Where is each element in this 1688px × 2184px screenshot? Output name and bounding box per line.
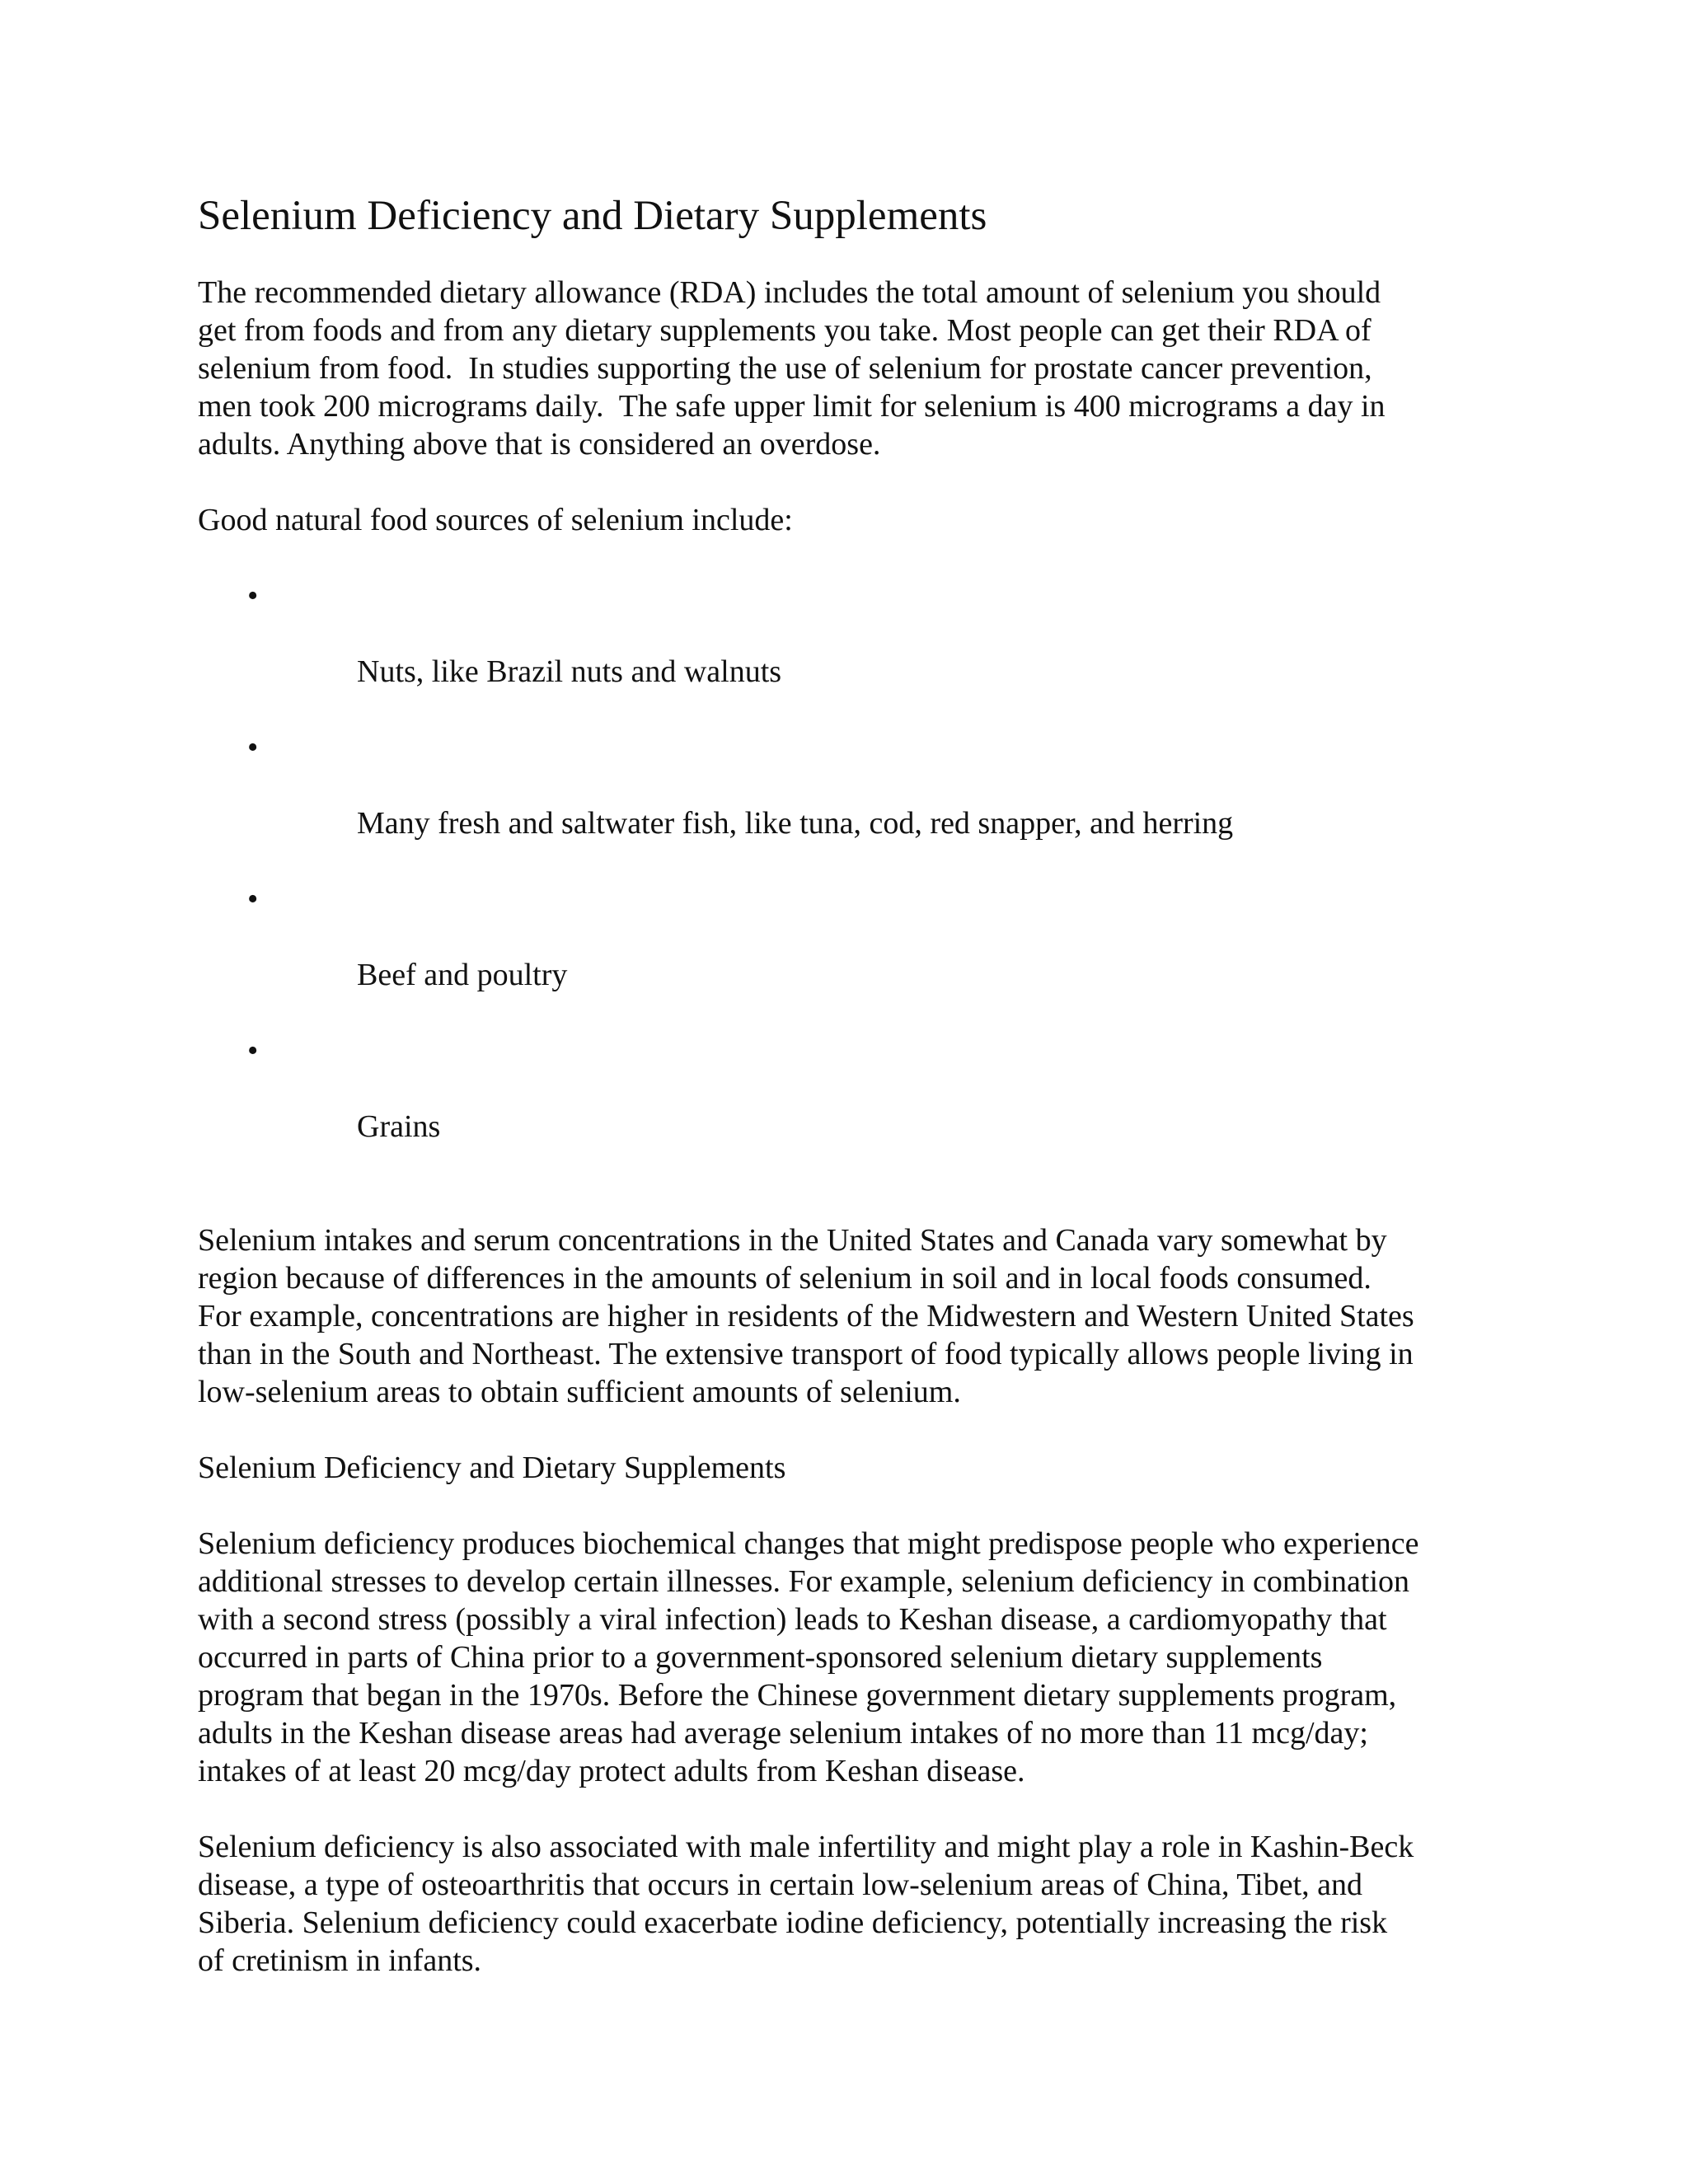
document-body (198, 191, 1517, 2018)
text-line: than in the South and Northeast. The extensive transport of food typically allows people living in (198, 1337, 1414, 1371)
text-line: Selenium deficiency is also associated with male infertility and might play a role in Kashin-Beck (198, 1830, 1414, 1864)
text-line: get from foods and from any dietary supplements you take. Most people can get their RDA of (198, 313, 1372, 348)
text-line: For example, concentrations are higher in residents of the Midwestern and Western United States (198, 1299, 1414, 1333)
text-line: of cretinism in infants. (198, 1943, 482, 1978)
paragraph-food-sources-intro (198, 501, 1517, 539)
text-line: program that began in the 1970s. Before the Chinese government dietary supplements program, (198, 1678, 1397, 1713)
text-line: Selenium deficiency produces biochemical changes that might predispose people who experience (198, 1526, 1419, 1561)
list-item-text: Nuts, like Brazil nuts and walnuts (357, 654, 782, 689)
text-line: Good natural food sources of selenium include: (198, 503, 793, 537)
list-item (198, 577, 1517, 729)
list-item (198, 729, 1517, 880)
text-line: intakes of at least 20 mcg/day protect adults from Keshan disease. (198, 1754, 1025, 1788)
bullet-icon: • (247, 730, 259, 765)
text-line: disease, a type of osteoarthritis that occurs in certain low-selenium areas of China, Tibet, and (198, 1868, 1363, 1902)
text-line: low-selenium areas to obtain sufficient amounts of selenium. (198, 1375, 961, 1409)
text-line: adults. Anything above that is considered an overdose. (198, 427, 881, 462)
list-item (198, 880, 1517, 1032)
paragraph-rda (198, 274, 1517, 463)
text-line: Selenium Deficiency and Dietary Supplements (198, 1451, 786, 1485)
food-sources-list (198, 577, 1517, 1183)
text-line: Siberia. Selenium deficiency could exacerbate iodine deficiency, potentially increasing the risk (198, 1905, 1388, 1940)
text-line: with a second stress (possibly a viral infection) leads to Keshan disease, a cardiomyopathy that (198, 1602, 1387, 1637)
list-item-text: Beef and poultry (357, 958, 568, 992)
bullet-icon: • (247, 579, 259, 613)
bullet-icon: • (247, 1033, 259, 1068)
text-line: region because of differences in the amounts of selenium in soil and in local foods consumed. (198, 1261, 1372, 1296)
list-item-text: Many fresh and saltwater fish, like tuna, cod, red snapper, and herring (357, 806, 1234, 841)
paragraph-regional-intake (198, 1221, 1517, 1411)
text-line: additional stresses to develop certain illnesses. For example, selenium deficiency in combination (198, 1564, 1409, 1599)
text-line: selenium from food. In studies supporting the use of selenium for prostate cancer prevention, (198, 351, 1372, 386)
text-line: adults in the Keshan disease areas had average selenium intakes of no more than 11 mcg/day; (198, 1716, 1368, 1750)
page-title: Selenium Deficiency and Dietary Supplements (198, 193, 987, 239)
paragraph-keshan-disease (198, 1525, 1517, 1790)
paragraph-infertility (198, 1828, 1517, 1980)
text-line: Selenium intakes and serum concentrations in the United States and Canada vary somewhat by (198, 1223, 1387, 1258)
list-item-text: Grains (357, 1109, 441, 1144)
section-subheading (198, 1449, 1517, 1487)
list-item (198, 1032, 1517, 1183)
text-line: men took 200 micrograms daily. The safe upper limit for selenium is 400 micrograms a day in (198, 389, 1386, 424)
text-line: occurred in parts of China prior to a government-sponsored selenium dietary supplements (198, 1640, 1323, 1675)
bullet-icon: • (247, 882, 259, 916)
text-line: The recommended dietary allowance (RDA) includes the total amount of selenium you should (198, 275, 1381, 310)
